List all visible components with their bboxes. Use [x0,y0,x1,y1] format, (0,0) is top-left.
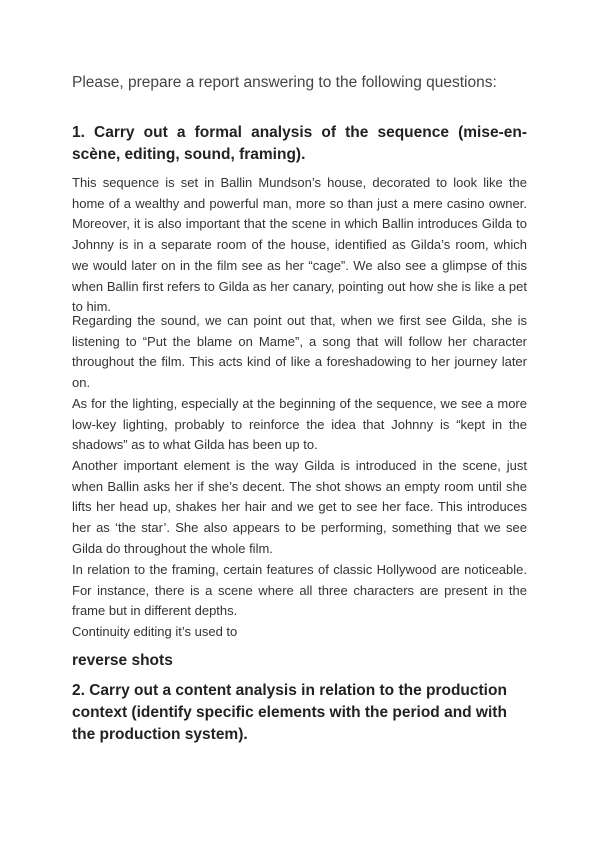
paragraph-lighting: As for the lighting, especially at the beginning of the sequence, we see a more low-key lighting, probably to reinforce the idea that Johnny is “kept in the shadows” as to what Gilda has been up to. [72,396,527,453]
paragraph-setting: This sequence is set in Ballin Mundson’s house, decorated to look like the home of a wealthy and powerful man, more so than just a mere casino owner. Moreover, it is also important that the scene in which Ballin introduces Gilda to Johnny is in a separate room of the house, identified as Gilda’s room, which we would later on in the film see as her “cage”. We also see a glimpse of this when Ballin first refers to Gilda as her canary, pointing out how she is like a pet to him. [72,175,527,315]
subheading-reverse-shots: reverse shots [72,652,173,669]
question-2-heading: 2. Carry out a content analysis in relation to the production context (identify specific elements with the period and with the production system). [72,682,507,743]
intro-text: Please, prepare a report answering to the following questions: [72,74,497,91]
paragraph-editing: Continuity editing it’s used to [72,624,238,639]
paragraph-introduction: Another important element is the way Gilda is introduced in the scene, just when Ballin asks her if she’s decent. The shot shows an empty room until she lifts her head up, shakes her hair and we get to see her face. This introduces her as ‘the star’. She also appears to be performing, something that we see Gilda do throughout the whole film. [72,458,527,556]
question-1-heading: 1. Carry out a formal analysis of the sequence (mise-en-scène, editing, sound, framing). [72,124,527,163]
paragraph-framing: In relation to the framing, certain features of classic Hollywood are noticeable. For instance, there is a scene where all three characters are present in the frame but in different depths. [72,562,527,619]
paragraph-sound: Regarding the sound, we can point out that, when we first see Gilda, she is listening to “Put the blame on Mame”, a song that will follow her character throughout the film. This acts kind of like a foreshadowing to her journey later on. [72,313,527,391]
